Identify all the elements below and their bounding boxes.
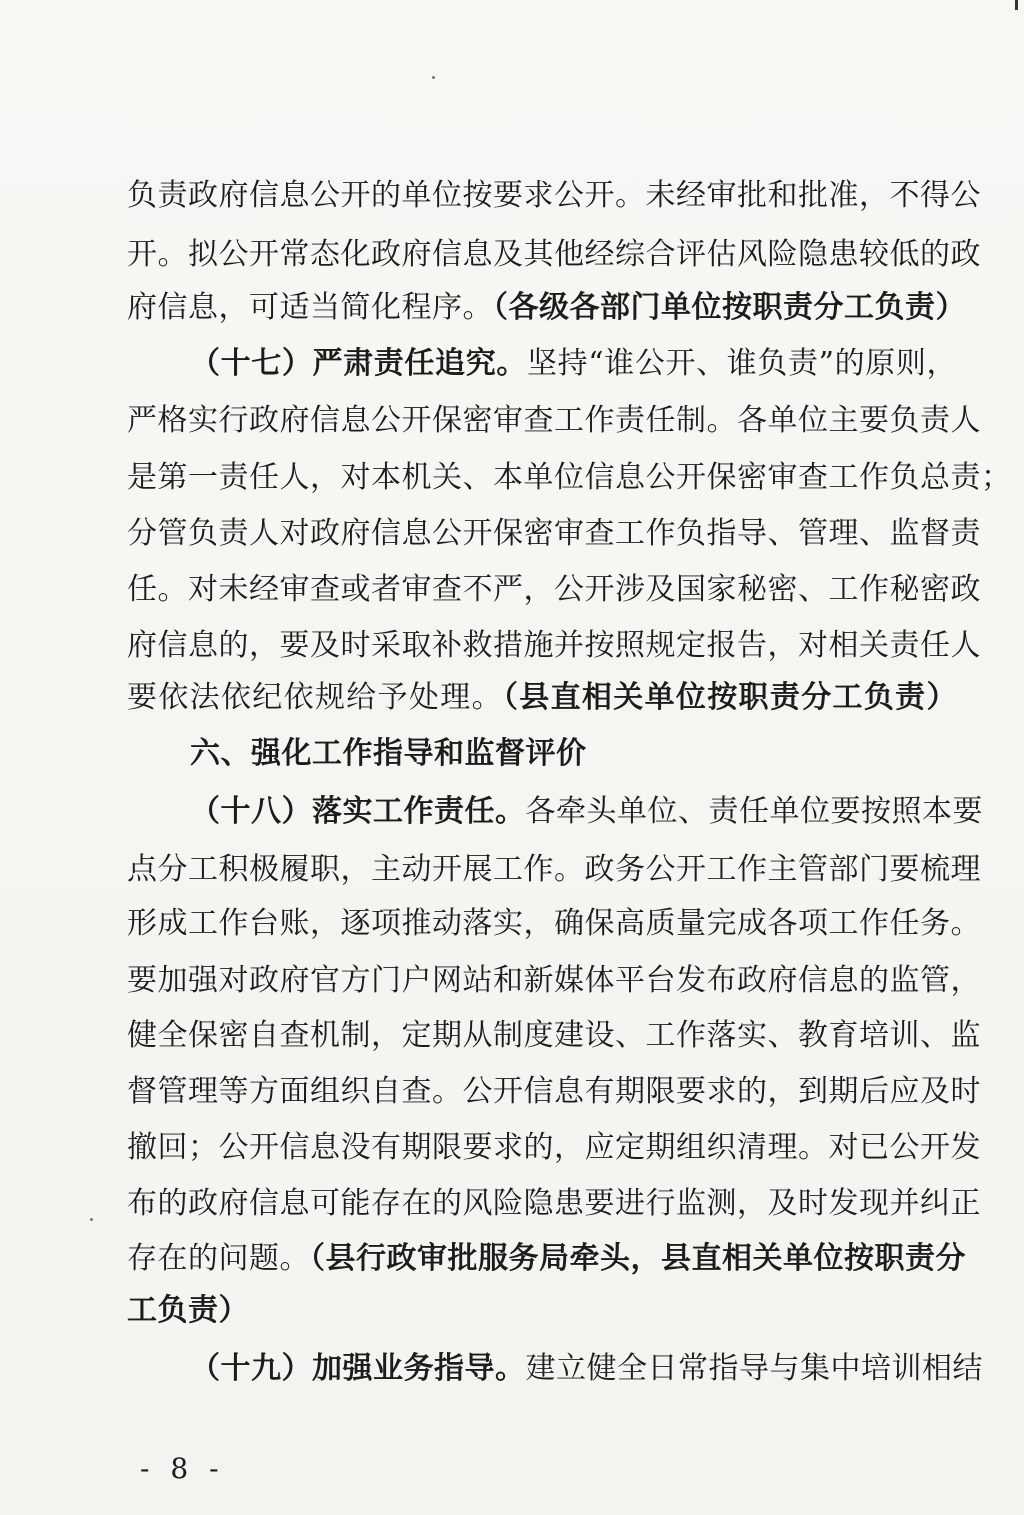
- body-line: 分管负责人对政府信息公开保密审查工作负指导、管理、监督责: [127, 516, 981, 551]
- body-line: 府信息的，要及时采取补救措施并按照规定报告，对相关责任人: [127, 628, 981, 663]
- body-line: 开。拟公开常态化政府信息及其他经综合评估风险隐患较低的政: [127, 237, 981, 272]
- section-item-17: （十七）严肃责任追究。坚持“谁公开、谁负责”的原则，: [190, 346, 957, 381]
- scan-speck: [90, 1218, 93, 1221]
- body-line: 要加强对政府官方门户网站和新媒体平台发布政府信息的监管，: [127, 963, 981, 998]
- body-line: 府信息，可适当简化程序。（各级各部门单位按职责分工负责）: [127, 290, 966, 325]
- body-line: 健全保密自查机制，定期从制度建设、工作落实、教育培训、监: [127, 1018, 981, 1053]
- body-line: 撤回；公开信息没有期限要求的，应定期组织清理。对已公开发: [127, 1130, 981, 1165]
- body-line: 布的政府信息可能存在的风险隐患要进行监测，及时发现并纠正: [127, 1186, 981, 1221]
- section-item-18: （十八）落实工作责任。各牵头单位、责任单位要按照本要: [190, 794, 983, 829]
- scan-mark: [1015, 0, 1018, 10]
- body-line: 点分工积极履职，主动开展工作。政务公开工作主管部门要梳理: [127, 852, 981, 887]
- body-line: 严格实行政府信息公开保密审查工作责任制。各单位主要负责人: [127, 403, 981, 438]
- body-line: 督管理等方面组织自查。公开信息有期限要求的，到期后应及时: [127, 1074, 981, 1109]
- scan-speck: [432, 76, 435, 79]
- section-item-19: （十九）加强业务指导。建立健全日常指导与集中培训相结: [190, 1351, 983, 1386]
- body-line: 负责政府信息公开的单位按要求公开。未经审批和批准，不得公: [127, 178, 981, 213]
- body-line: 工负责）: [127, 1293, 249, 1328]
- body-line: 任。对未经审查或者审查不严，公开涉及国家秘密、工作秘密政: [127, 572, 981, 607]
- page-number: - 8 -: [140, 1452, 225, 1485]
- body-line: 存在的问题。（县行政审批服务局牵头，县直相关单位按职责分: [127, 1241, 966, 1276]
- section-heading: 六、强化工作指导和监督评价: [190, 736, 587, 771]
- body-line: 是第一责任人，对本机关、本单位信息公开保密审查工作负总责；: [127, 460, 1012, 495]
- body-line: 形成工作台账，逐项推动落实，确保高质量完成各项工作任务。: [127, 906, 981, 941]
- body-line: 要依法依纪依规给予处理。（县直相关单位按职责分工负责）: [127, 680, 958, 715]
